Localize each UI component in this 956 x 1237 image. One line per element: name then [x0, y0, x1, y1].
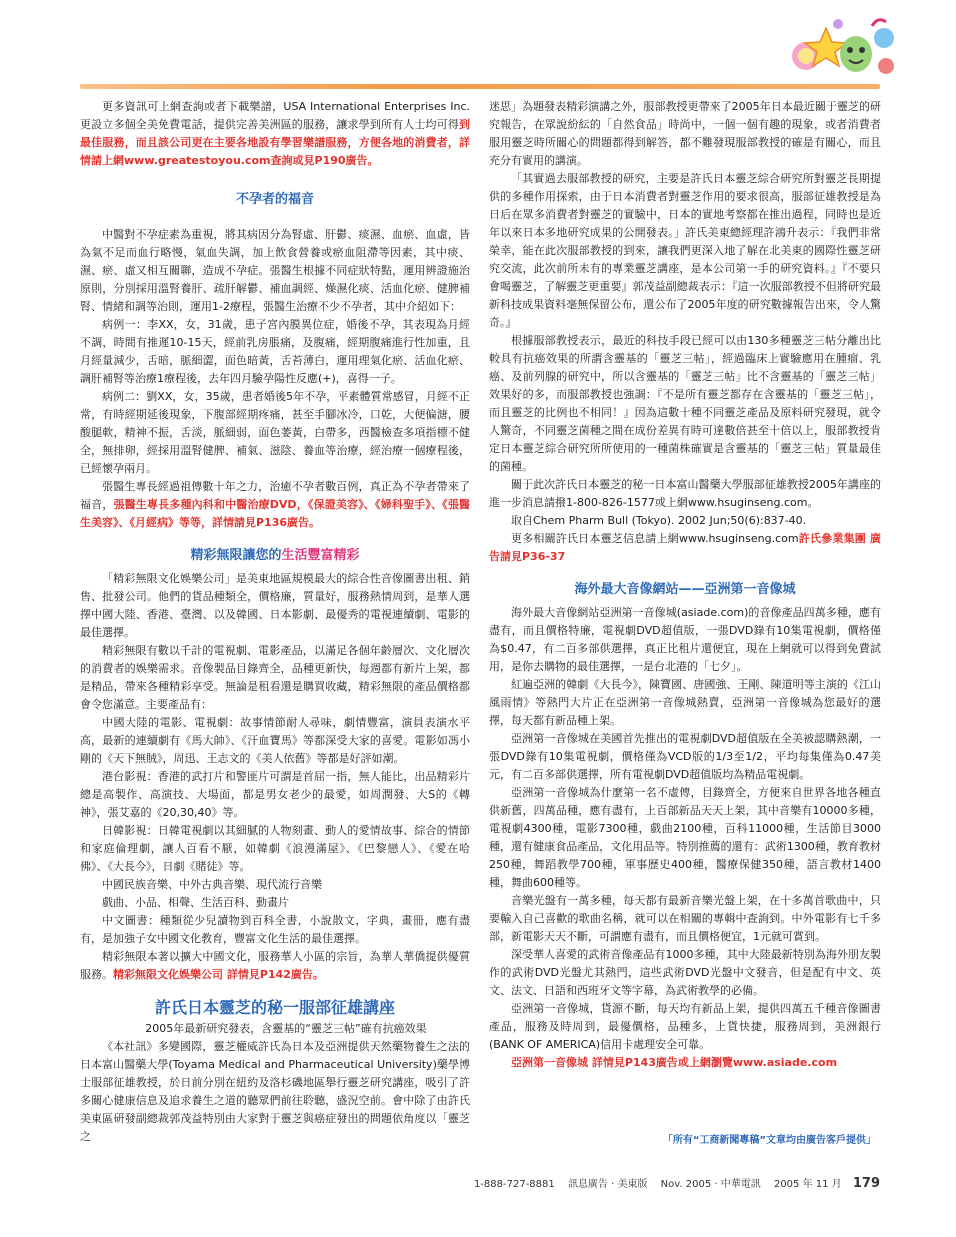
asiade-paragraph-2: 紅遍亞洲的韓劇《大長今》，陳寶國、唐國強、王剛、陳道明等主演的《江山風雨情》等熱門大片正在亞洲第一音像城熱賣，亞洲第一音像城為您最好的選擇，每天都有新品種上架。 [489, 678, 881, 727]
header-rule [80, 84, 880, 89]
lingzhi-more-info [489, 530, 881, 566]
page-footer [464, 1176, 880, 1193]
lingzhi-subtitle: 2005年最新研究發表，含靈基的“靈芝三帖”確有抗癌效果 [145, 1022, 427, 1035]
section-title-entertainment [80, 546, 470, 566]
asiade-paragraph-4: 亞洲第一音像城為什麼第一名不虛傳，目錄齊全，方便來自世界各地各種直供新舊，四萬品種，應有盡有，上百部新品天天上架，其中音樂有10000多種，電視劇4300種，電影7300種，戲曲2100種，百科11000種，生活節目3000種，還有健康食品產品，文化用品等。特別推薦的還有：武術1300種，教育教材250種，舞蹈教學700種，軍事歷史400種，醫療保健350種，語言教材1400種，舞曲600種等。 [489, 786, 881, 889]
entertainment-item-music: 中國民族音樂、中外古典音樂、現代流行音樂 [102, 878, 322, 891]
footer-issue: Nov. 2005 · 中華電訊 [660, 1179, 761, 1190]
advertorial-note: 「所有“工商新聞專稿”文章均由廣告客戶提供」 [662, 1135, 876, 1146]
section-title-asiade: 海外最大音像網站——亞洲第一音像城 [574, 582, 796, 597]
entertainment-closing-text: 精彩無限本著以擴大中國文化，服務華人小區的宗旨，為華人華僑提供優質服務。 [80, 950, 470, 981]
doctor-text: 張醫生專長經過祖傳數十年之力，治癒不孕者數百例，真正為不孕者帶來了福音， [80, 480, 470, 511]
entertainment-item-opera: 戲曲、小品、相聲、生活百科、動畫片 [102, 896, 289, 909]
entertainment-paragraph-mainland: 中國大陸的電影、電視劇：故事情節耐人尋味，劇情豐富，演員表演水平高，最新的連續劇有《馬大帥》、《汗血寶馬》等都深受大家的喜愛。電影如馮小剛的《天下無賊》，周迅、王志文的《美人依舊》等都是好評如潮。 [80, 716, 470, 765]
footer-phone: 1-888-727-8881 [473, 1179, 555, 1190]
lingzhi-paragraph-4: 根據服部教授表示，最近的科技手段已經可以由130多種靈芝三帖分離出比較具有抗癌效果的所謂含靈基的「靈芝三帖」，經過臨床上實驗應用在腫瘤、乳癌、及前列腺的研究中，所以含靈基的「靈芝三帖」比不含靈基的「靈芝三帖」效果好的多，而服部教授也強調：『不是所有靈芝都存在含靈基的「靈芝三帖」，而且靈芝的比例也不相同！』因為這數十種不同靈芝產品及原料研究發現，就令人驚奇，不同靈芝菌種之間在成份差異有時可達數倍甚至十倍以上，服部教授肯定日本靈芝綜合研究所所使用的一種菌株確實是含靈基的「靈芝三帖」質量最佳的菌種。 [489, 334, 881, 473]
left-column [80, 98, 470, 1148]
lingzhi-paragraph-2: 迷思」為題發表精彩演講之外，服部教授更帶來了2005年日本最近關于靈芝的研究報告，在眾說紛紜的「自然食品」時尚中，一個一個有趣的現象，或者消費者服用靈芝時所關心的問題都得到解答，都不難發現服部教授的確是有關心，而且充分有實用的講演。 [489, 100, 881, 167]
asiade-paragraph-7: 亞洲第一音像城，貨源不斷，每天均有新品上架，提供四萬五千種音像圖書產品，服務及時周到，最優價格，品種多，上貨快捷，服務周到，美洲銀行(BANK OF AMERICA)信用卡處理安全可靠。 [489, 1002, 881, 1051]
asiade-paragraph-5: 音樂光盤有一萬多種，每天都有最新音樂光盤上架，在十多萬首歌曲中，只要輸入自己喜歡的歌曲名稱，就可以在相關的專輯中查詢到。中外電影有七千多部，新電影天天不斷，可謂應有盡有，而且價格便宜，1元就可賞到。 [489, 894, 881, 943]
asiade-paragraph-1: 海外最大音像網站亞洲第一音像城(asiade.com)的音像產品四萬多種，應有盡有，而且價格特廉，電視劇DVD超值版，一張DVD錄有10集電視劇，價格僅為$0.47，有二百多部供選擇，真正比租片還便宜，現在上網就可以得到免費試用，是你去購物的最佳選擇，一是台北港的「七夕」。 [489, 606, 881, 673]
entertainment-paragraph-1: 「精彩無限文化娛樂公司」是美東地區規模最大的綜合性音像圖書出租、銷售、批發公司。他們的貨品種類全，價格廉，質量好，服務熱情周到，是華人選擇中國大陸、香港、臺灣、以及韓國、日本影劇、最優秀的電視連續劇、電影的最佳選擇。 [80, 572, 470, 639]
intro-text: 更多資訊可上網查詢或者下載樂譜，USA International Enterprises Inc. 更設立多個全美免費電話，提供完善美洲區的服務，讓求學到所有人士均可得 [80, 100, 470, 131]
case-two-paragraph: 病例二：劉XX，女，35歲，患者婚後5年不孕，平素體質常感冒，月經不正常，有時經期延後現象，下腹部經期疼痛，甚至手腳冰冷，口乾，大便偏溏，腰酸腿軟，精神不振，舌淡，脈細弱，面色萎黃，白帶多，西醫檢查多項指標不健全，無排卵，經採用溫腎健脾、補氣、滋陰、養血等治療，經治療一個療程後，已經懷孕兩月。 [80, 390, 470, 475]
entertainment-paragraph-jpkr: 日韓影視：日韓電視劇以其細膩的人物刻畫、動人的愛情故事、綜合的情節和家庭倫理劇，讓人百看不厭，如韓劇《浪漫滿屋》、《巴黎戀人》、《愛在哈佛》、《大長今》，日劇《賭徒》等。 [80, 824, 470, 873]
section-title-lingzhi: 許氏日本靈芝的秘一服部征雄講座 [154, 998, 395, 1017]
lingzhi-more-text: 更多相關許氏日本靈芝信息請上網www.hsuginseng.com [511, 532, 799, 545]
intro-red-text: 到最佳服務，而且該公司更在主要各地設有學習樂譜服務，方便各地的消費者，詳情請上網www.greatestoyou.com查詢或見P190廣告。 [80, 118, 470, 167]
entertainment-red-text: 精彩無限文化娛樂公司 詳情見P142廣告。 [113, 968, 324, 981]
entertainment-paragraph-hktw: 港台影視：香港的武打片和警匪片可謂是首屈一指，無人能比，出品精彩片總是高製作、高演技、大場面，都是男女老少的最愛，如周潤發、大S的《轉神》，張艾嘉的《20,30,40》等。 [80, 770, 470, 819]
lingzhi-red-text: 許氏參業集團 廣告請見P36-37 [489, 532, 881, 563]
lingzhi-paragraph-3: 「其實過去服部教授的研究，主要是許氏日本靈芝綜合研究所對靈芝長期提供的多種作用探索，由于日本消費者對靈芝作用的要求很高，服部征雄教授是為日后在眾多消費者對靈芝的實驗中，日本的實地考察都在推出過程，同時也是近年以來日本多地研究成果的公開發表。」許氏美東總經理許鴻升表示：『我們非常榮幸，能在此次服部教授的到來，讓我們更深入地了解在北美東的國際性靈芝研究交流，此次前所未有的專業靈芝講座，是本公司第一手的研究資料。』『不要只會喝靈芝，了解靈芝更重要』郭茂益副總裁表示：『這一次服部教授不但將研究最新科技成果資料毫無保留公布，還公布了2005年度的研究數據報告出來，令人驚奇。』 [489, 172, 881, 329]
infertility-paragraph: 中醫對不孕症素為重視，將其病因分為腎虛、肝鬱、痰濕、血瘀、血虛，皆為氣不足而血行略慢，氣血失調，加上飲食營養或瘀血阻滯等因素，其中痰、濕、瘀、虛又相互關聯，造成不孕症。張醫生根據不同症狀特點，運用辨證施治原則，分別採用溫腎養肝、疏肝解鬱、補血調經、燥濕化痰、活血化瘀、健脾補腎、情緒和調等治則，運用1-2療程，張醫生治療不少不孕者，其中介紹如下： [80, 228, 470, 313]
entertainment-closing-paragraph [80, 948, 470, 984]
case-one-paragraph: 病例一：李XX，女，31歲，患子宮內膜異位症，婚後不孕，其表現為月經不調，時間有推遲10-15天，經前乳房脹痛，及腹痛，經期腹痛進行性加重，且月經量減少，舌暗，脈細澀，面色暗黃，舌苔薄白，運用理氣化瘀、活血化瘀、調肝補腎等治療1療程後，去年四月驗孕陽性反應(+)，喜得一子。 [80, 318, 470, 385]
asiade-red-text: 亞洲第一音像城 詳情見P143廣告或上網瀏覽www.asiade.com [511, 1056, 838, 1069]
magazine-logo-icon [786, 14, 902, 84]
section-title-infertility: 不孕者的福音 [235, 192, 314, 207]
entertainment-title-red: 生活豐富精彩 [281, 548, 360, 563]
doctor-red-text: 張醫生專長多種內科和中醫治療DVD，《保證美容》、《婦科聖手》、《張醫生美容》、《月經病》等等，詳情請見P136廣告。 [80, 498, 470, 529]
intro-paragraph [80, 98, 470, 170]
entertainment-paragraph-books: 中文圖書：種類從少兒讀物到百科全書，小說散文，字典，畫冊，應有盡有，是加強子女中國文化教育，豐富文化生活的最佳選擇。 [80, 914, 470, 945]
footer-date: 2005 年 11 月 [773, 1179, 842, 1190]
lingzhi-paragraph-1: 《本社訊》多變國際，靈芝權威許氏為日本及亞洲提供天然藥物養生之法的日本富山醫藥大學(Toyama Medical and Pharmaceutical University)藥學博士服部征雄教授，於日前分別在紐約及洛杉磯地區舉行靈芝研究講座，吸引了許多關心健康信息及追求養生之道的聽眾們前往聆聽，盛況空前。會中除了由許氏美東區研發副總裁郭茂益特別由大家對于靈芝與癌症發出的問題依角度以「靈芝之 [80, 1040, 470, 1143]
page-number: 179 [852, 1176, 880, 1191]
entertainment-paragraph-2: 精彩無限有數以千計的電視劇、電影產品，以滿足各個年齡層次、文化層次的消費者的娛樂需求。音像製品目錄齊全，品種更新快，每週都有新片上架，都是精品，帶來各種精彩享受。無論是租看還是購買收藏，精彩無限的產品價格都會令您滿意。主要產品有： [80, 644, 470, 711]
asiade-paragraph-3: 亞洲第一音像城在美國首先推出的電視劇DVD超值版在全美被認購熱潮，一張DVD錄有10集電視劇，價格僅為VCD版的1/3至1/2，平均每集僅為0.47美元，有二百多部供選擇，所有電視劇DVD超值版均為精品電視劇。 [489, 732, 881, 781]
lingzhi-citation: 取自Chem Pharm Bull (Tokyo). 2002 Jun;50(6):837-40. [511, 514, 807, 527]
asiade-paragraph-6: 深受華人喜愛的武術音像產品有1000多種，其中大陸最新特別為海外朋友製作的武術DVD光盤尤其熱門，這些武術DVD光盤中文發音，但是配有中文、英文、法文、日語和西班牙文等字幕，為武術教學的必備。 [489, 948, 881, 997]
entertainment-title-blue: 精彩無限讓您的 [190, 548, 282, 563]
lingzhi-paragraph-contact: 關于此次許氏日本靈芝的秘一日本富山醫藥大學服部征雄教授2005年講座的進一步消息請撥1-800-826-1577或上網www.hsuginseng.com。 [489, 478, 881, 509]
doctor-paragraph [80, 478, 470, 532]
right-column [489, 98, 881, 1128]
footer-section: 訊息廣告 · 美東版 [567, 1179, 648, 1190]
